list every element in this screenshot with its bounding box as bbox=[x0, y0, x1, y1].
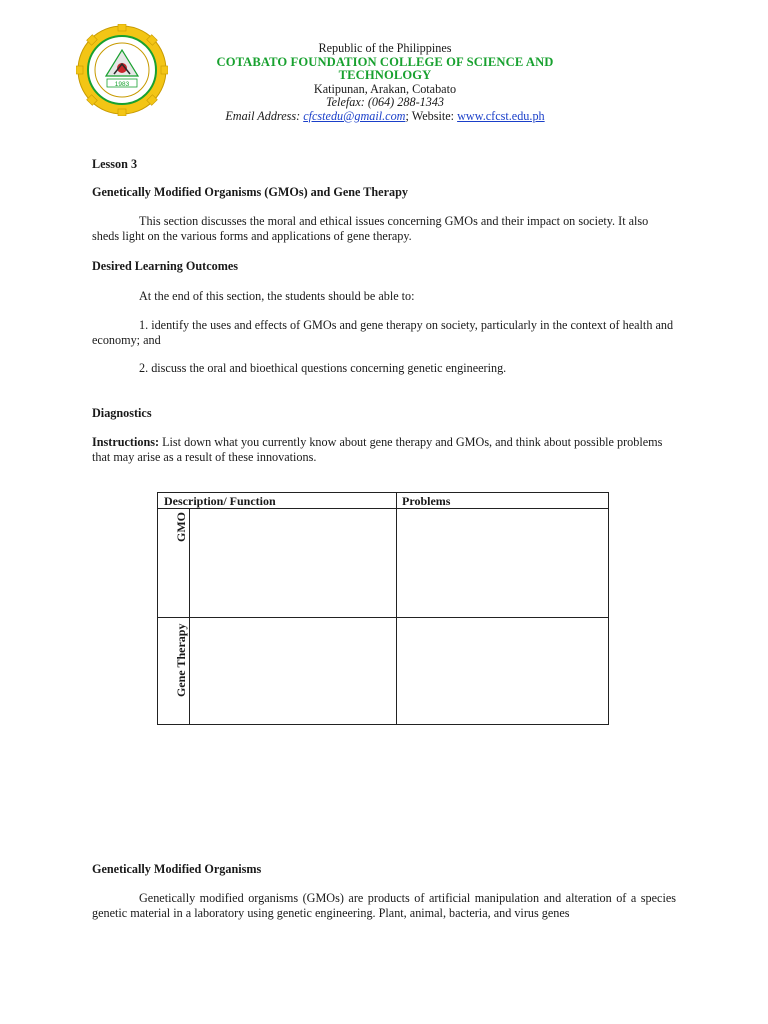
instructions-text: List down what you currently know about gene therapy and GMOs, and think about possible problems that may arise as a result of these innovations. bbox=[92, 435, 663, 464]
gene-therapy-description-cell[interactable] bbox=[190, 618, 396, 724]
row-label-gmo: GMO bbox=[174, 512, 188, 542]
gmo-section-heading: Genetically Modified Organisms bbox=[92, 862, 262, 876]
website-link[interactable]: www.cfcst.edu.ph bbox=[457, 108, 545, 123]
outcome-item-2: 2. discuss the oral and bioethical questions concerning genetic engineering. bbox=[139, 361, 507, 375]
gmo-section-text: Genetically modified organisms (GMOs) are products of artificial manipulation and alteration of a species genetic material in a laboratory using genetic engineering. Plant, animal, bacteria, and virus genes bbox=[92, 891, 676, 920]
telefax: Telefax: (064) 288-1343 bbox=[325, 95, 445, 109]
column-header-description: Description/ Function bbox=[164, 494, 276, 508]
instructions-label: Instructions: bbox=[92, 435, 160, 449]
gmo-problems-cell[interactable] bbox=[397, 509, 608, 617]
email-link[interactable]: cfcstedu@gmail.com bbox=[303, 108, 406, 123]
diagnostics-heading: Diagnostics bbox=[92, 406, 152, 420]
letterhead bbox=[170, 42, 600, 123]
outcomes-lead: At the end of this section, the students should be able to: bbox=[139, 289, 415, 303]
gene-therapy-problems-cell[interactable] bbox=[397, 618, 608, 724]
college-seal-logo bbox=[76, 24, 168, 116]
outcome-item-1: 1. identify the uses and effects of GMOs and gene therapy on society, particularly in the context of health and economy; and bbox=[92, 318, 674, 347]
contact-line bbox=[170, 110, 600, 124]
diagnostics-instructions bbox=[92, 435, 678, 465]
email-label: Email Address: bbox=[225, 108, 304, 123]
website-label: ; Website: bbox=[405, 108, 458, 123]
column-header-problems: Problems bbox=[402, 494, 451, 508]
svg-text:1983: 1983 bbox=[114, 81, 130, 88]
diagnostics-table bbox=[157, 492, 609, 725]
lesson-intro: This section discusses the moral and ethical issues concerning GMOs and their impact on society. It also sheds light on the various forms and applications of gene therapy. bbox=[92, 214, 649, 243]
outcomes-heading: Desired Learning Outcomes bbox=[92, 259, 239, 273]
lesson-title: Genetically Modified Organisms (GMOs) and Gene Therapy bbox=[92, 185, 408, 199]
lesson-number: Lesson 3 bbox=[92, 157, 138, 171]
gmo-description-cell[interactable] bbox=[190, 509, 396, 617]
row-label-gene-therapy: Gene Therapy bbox=[174, 623, 188, 697]
republic-line: Republic of the Philippines bbox=[318, 41, 452, 55]
school-address: Katipunan, Arakan, Cotabato bbox=[313, 81, 457, 96]
school-name: COTABATO FOUNDATION COLLEGE OF SCIENCE AND TECHNOLOGY bbox=[216, 54, 554, 82]
